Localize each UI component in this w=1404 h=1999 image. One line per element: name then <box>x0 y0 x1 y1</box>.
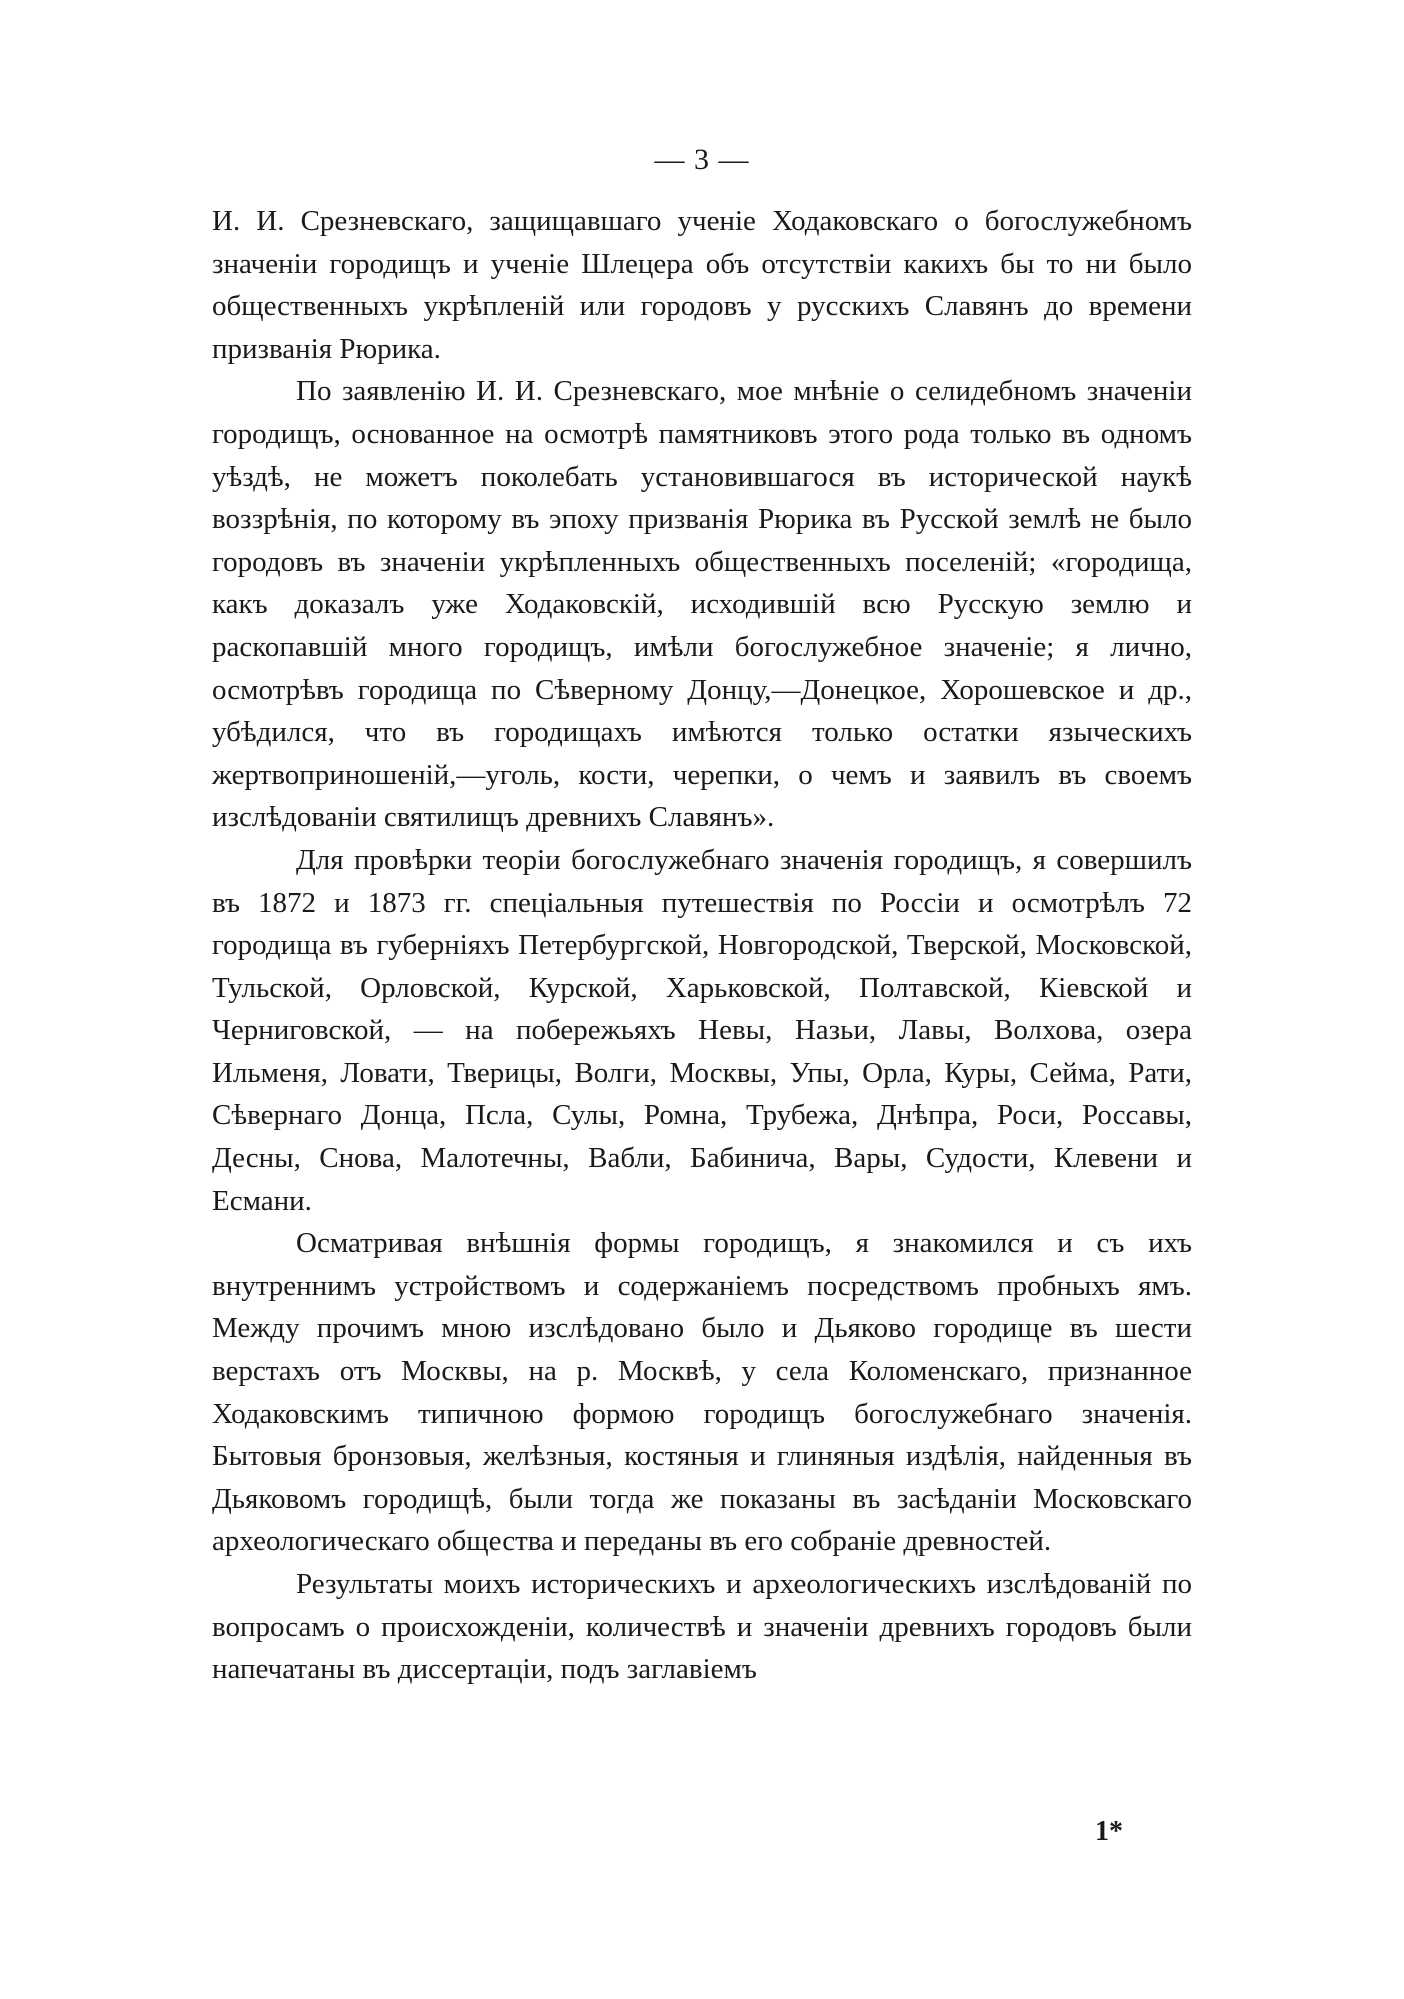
paragraph-4: Осматривая внѣшнія формы городищъ, я знакомился и съ ихъ внутреннимъ устройствомъ и содержаніемъ посредствомъ пробныхъ ямъ. Между прочимъ мною изслѣдовано было и Дьяково городище въ шести верстахъ отъ Москвы, на р. Москвѣ, у села Коломенскаго, признанное Ходаковскимъ типичною формою городищъ богослужебнаго значенія. Бытовыя бронзовыя, желѣзныя, костяныя и глиняныя издѣлія, найденныя въ Дьяковомъ городищѣ, были тогда же показаны въ засѣданіи Московскаго археологическаго общества и переданы въ его собраніе древностей. <box>212 1227 1192 1558</box>
page-number: — 3 — <box>654 143 750 176</box>
paragraph-5: Результаты моихъ историческихъ и археологическихъ изслѣдованій по вопросамъ о происхожденіи, количествѣ и значеніи древнихъ городовъ были напечатаны въ диссертаціи, подъ заглавіемъ <box>212 1568 1192 1686</box>
paragraph-2: По заявленію И. И. Срезневскаго, мое мнѣніе о селидебномъ значеніи городищъ, основанное на осмотрѣ памятниковъ этого рода только въ одномъ уѣздѣ, не можетъ поколебать установившагося въ исторической наукѣ воззрѣнія, по которому въ эпоху призванія Рюрика въ Русской землѣ не было городовъ въ значеніи укрѣпленныхъ общественныхъ поселеній; «городища, какъ доказалъ уже Ходаковскій, исходившій всю Русскую землю и раскопавшій много городищъ, имѣли богослужебное значеніе; я лично, осмотрѣвъ городища по Сѣверному Донцу,—Донецкое, Хорошевское и др., убѣдился, что въ городищахъ имѣются только остатки языческихъ жертвоприношеній,—уголь, кости, черепки, о чемъ и заявилъ въ своемъ изслѣдованіи святилищъ древнихъ Славянъ». <box>212 375 1192 834</box>
paragraph-3: Для провѣрки теоріи богослужебнаго значенія городищъ, я совершилъ въ 1872 и 1873 гг. спеціальныя путешествія по Россіи и осмотрѣлъ 72 городища въ губерніяхъ Петербургской, Новгородской, Тверской, Московской, Тульской, Орловской, Курской, Харьковской, Полтавской, Кіевской и Черниговской, — на побережьяхъ Невы, Назьи, Лавы, Волхова, озера Ильменя, Ловати, Тверицы, Волги, Москвы, Упы, Орла, Куры, Сейма, Рати, Сѣвернаго Донца, Псла, Сулы, Ромна, Трубежа, Днѣпра, Роси, Россавы, Десны, Снова, Малотечны, Вабли, Бабинича, Вары, Судости, Клевени и Есмани. <box>212 843 1192 1217</box>
body-text <box>212 200 1192 1691</box>
signature-mark: 1* <box>1095 1816 1123 1847</box>
paragraph-1: И. И. Срезневскаго, защищавшаго ученіе Ходаковскаго о богослужебномъ значеніи городищъ и ученіе Шлецера объ отсутствіи какихъ бы то ни было общественныхъ укрѣпленій или городовъ у русскихъ Славянъ до времени призванія Рюрика. <box>212 205 1192 365</box>
